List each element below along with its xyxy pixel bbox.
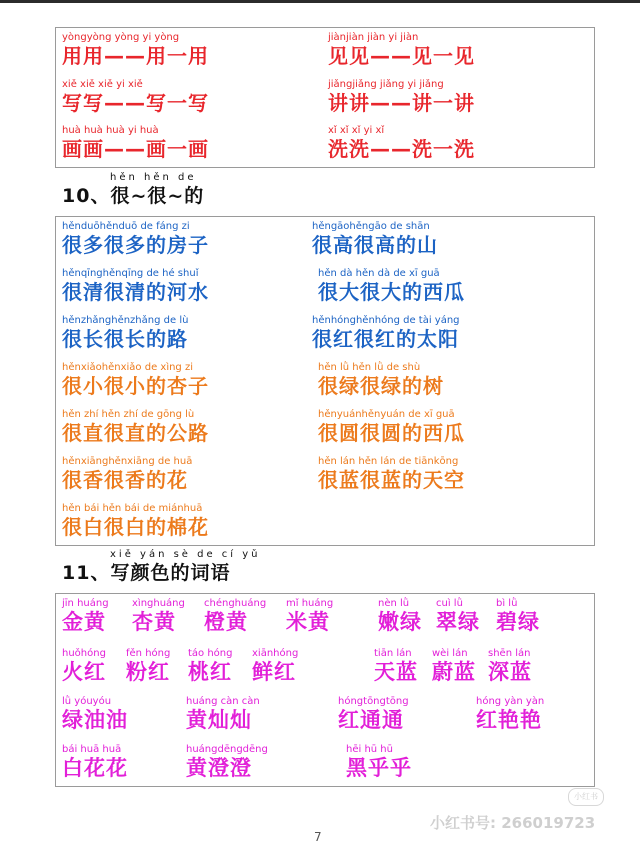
phrase-entry bbox=[318, 409, 465, 445]
pinyin: hóng yàn yàn bbox=[476, 696, 545, 707]
hanzi: 金黄 bbox=[62, 610, 106, 634]
pinyin: shēn lán bbox=[488, 648, 531, 659]
pinyin: táo hóng bbox=[188, 648, 233, 659]
hanzi: 粉红 bbox=[126, 660, 170, 684]
watermark-logo: 小红书 bbox=[568, 788, 604, 806]
hanzi: 很香很香的花 bbox=[62, 468, 188, 492]
hanzi: 很大很大的西瓜 bbox=[318, 280, 465, 304]
hanzi: 很圆很圆的西瓜 bbox=[318, 421, 465, 445]
color-word bbox=[186, 744, 268, 780]
phrase-entry bbox=[62, 362, 209, 398]
hanzi: 橙黄 bbox=[204, 610, 248, 634]
pinyin: hěnyuánhěnyuán de xī guā bbox=[318, 409, 455, 420]
phrase-entry bbox=[312, 315, 460, 351]
hanzi: 红艳艳 bbox=[476, 708, 542, 732]
hanzi: 很直很直的公路 bbox=[62, 421, 209, 445]
hanzi: 很长很长的路 bbox=[62, 327, 188, 351]
hanzi: 讲讲——讲一讲 bbox=[328, 91, 475, 115]
pinyin: hóngtōngtōng bbox=[338, 696, 409, 707]
pinyin: hěnzhǎnghěnzhǎng de lù bbox=[62, 315, 189, 326]
pinyin: xiānhóng bbox=[252, 648, 299, 659]
pinyin: bì lǜ bbox=[496, 598, 518, 609]
pinyin: bái huā huā bbox=[62, 744, 122, 755]
pinyin: jiǎngjiǎng jiǎng yi jiǎng bbox=[328, 79, 444, 90]
hanzi: 写写——写一写 bbox=[62, 91, 209, 115]
hanzi: 嫩绿 bbox=[378, 610, 422, 634]
pinyin: hěnxiānghěnxiāng de huā bbox=[62, 456, 193, 467]
pinyin: hěnhónghěnhóng de tài yáng bbox=[312, 315, 460, 326]
phrase-entry bbox=[62, 456, 192, 492]
phrase-entry bbox=[312, 221, 438, 257]
pinyin: nèn lǜ bbox=[378, 598, 410, 609]
color-word bbox=[62, 648, 106, 684]
hanzi: 很清很清的河水 bbox=[62, 280, 209, 304]
hanzi: 画画——画一画 bbox=[62, 137, 209, 161]
hanzi: 翠绿 bbox=[436, 610, 480, 634]
color-word bbox=[204, 598, 266, 634]
hanzi: 深蓝 bbox=[488, 660, 532, 684]
hanzi: 很红很红的太阳 bbox=[312, 327, 459, 351]
heading-title: 10、很~很~的 bbox=[62, 185, 205, 207]
phrase-entry bbox=[318, 456, 465, 492]
pinyin: hěngāohěngāo de shān bbox=[312, 221, 430, 232]
word-entry bbox=[328, 79, 475, 115]
hanzi: 很小很小的杏子 bbox=[62, 374, 209, 398]
color-word bbox=[496, 598, 540, 634]
hanzi: 很高很高的山 bbox=[312, 233, 438, 257]
word-entry bbox=[62, 79, 209, 115]
pinyin: hěn lǜ hěn lǜ de shù bbox=[318, 362, 421, 373]
phrase-entry bbox=[318, 268, 465, 304]
hanzi: 绿油油 bbox=[62, 708, 128, 732]
color-word bbox=[186, 696, 260, 732]
color-word bbox=[62, 598, 109, 634]
color-word bbox=[62, 696, 128, 732]
color-word bbox=[374, 648, 418, 684]
pinyin: huáng càn càn bbox=[186, 696, 260, 707]
color-word bbox=[286, 598, 333, 634]
reduplication-box bbox=[55, 27, 595, 168]
pinyin: huǒhóng bbox=[62, 648, 106, 659]
pinyin: xiě xiě xiě yi xiě bbox=[62, 79, 143, 90]
pinyin: huángdēngdēng bbox=[186, 744, 268, 755]
pinyin: hěn bái hěn bái de miánhuā bbox=[62, 503, 203, 514]
hanzi: 黑乎乎 bbox=[346, 756, 412, 780]
pinyin: hēi hū hū bbox=[346, 744, 393, 755]
color-word bbox=[378, 598, 422, 634]
hanzi: 很多很多的房子 bbox=[62, 233, 209, 257]
color-word bbox=[126, 648, 170, 684]
word-entry bbox=[328, 32, 475, 68]
phrase-entry bbox=[62, 315, 188, 351]
hanzi: 很绿很绿的树 bbox=[318, 374, 444, 398]
heading-pinyin: hěn hěn de bbox=[110, 172, 197, 183]
color-word bbox=[488, 648, 532, 684]
pinyin: hěnqīnghěnqīng de hé shuǐ bbox=[62, 268, 199, 279]
hanzi: 天蓝 bbox=[374, 660, 418, 684]
section-heading-10 bbox=[62, 172, 204, 208]
word-entry bbox=[62, 32, 209, 68]
pinyin: tiān lán bbox=[374, 648, 412, 659]
hanzi: 米黄 bbox=[286, 610, 330, 634]
heading-pinyin: xiě yán sè de cí yǔ bbox=[110, 549, 261, 560]
hanzi: 白花花 bbox=[62, 756, 128, 780]
hanzi: 碧绿 bbox=[496, 610, 540, 634]
pinyin: cuì lǜ bbox=[436, 598, 463, 609]
hen-phrases-box bbox=[55, 216, 595, 546]
pinyin: yòngyòng yòng yi yòng bbox=[62, 32, 180, 43]
phrase-entry bbox=[62, 268, 209, 304]
hanzi: 很白很白的棉花 bbox=[62, 515, 209, 539]
hanzi: 火红 bbox=[62, 660, 106, 684]
section-heading-11 bbox=[62, 549, 261, 585]
hanzi: 很蓝很蓝的天空 bbox=[318, 468, 465, 492]
hanzi: 桃红 bbox=[188, 660, 232, 684]
pinyin: jīn huáng bbox=[62, 598, 109, 609]
pinyin: hěn dà hěn dà de xī guā bbox=[318, 268, 440, 279]
color-word bbox=[338, 696, 409, 732]
phrase-entry bbox=[318, 362, 444, 398]
phrase-entry bbox=[62, 503, 209, 539]
page-number: 7 bbox=[314, 830, 322, 844]
pinyin: mǐ huáng bbox=[286, 598, 334, 609]
hanzi: 蔚蓝 bbox=[432, 660, 476, 684]
pinyin: wèi lán bbox=[432, 648, 468, 659]
hanzi: 洗洗——洗一洗 bbox=[328, 137, 475, 161]
pinyin: hěnxiǎohěnxiǎo de xìng zi bbox=[62, 362, 193, 373]
hanzi: 黄澄澄 bbox=[186, 756, 252, 780]
color-word bbox=[346, 744, 412, 780]
color-word bbox=[62, 744, 128, 780]
color-word bbox=[188, 648, 233, 684]
color-word bbox=[436, 598, 480, 634]
color-word bbox=[252, 648, 298, 684]
hanzi: 鲜红 bbox=[252, 660, 296, 684]
hanzi: 杏黄 bbox=[132, 610, 176, 634]
pinyin: huà huà huà yi huà bbox=[62, 125, 159, 136]
word-entry bbox=[328, 125, 475, 161]
top-rule bbox=[0, 0, 640, 3]
color-words-box bbox=[55, 593, 595, 787]
color-word bbox=[132, 598, 185, 634]
word-entry bbox=[62, 125, 209, 161]
pinyin: xìnghuáng bbox=[132, 598, 185, 609]
phrase-entry bbox=[62, 409, 209, 445]
color-word bbox=[476, 696, 544, 732]
phrase-entry bbox=[62, 221, 209, 257]
pinyin: chénghuáng bbox=[204, 598, 267, 609]
pinyin: jiànjiàn jiàn yi jiàn bbox=[328, 32, 419, 43]
pinyin: xǐ xǐ xǐ yi xǐ bbox=[328, 125, 385, 136]
pinyin: hěn zhí hěn zhí de gōng lù bbox=[62, 409, 195, 420]
hanzi: 红通通 bbox=[338, 708, 404, 732]
heading-title: 11、写颜色的词语 bbox=[62, 562, 231, 584]
pinyin: hěn lán hěn lán de tiānkōng bbox=[318, 456, 459, 467]
hanzi: 见见——见一见 bbox=[328, 44, 475, 68]
hanzi: 黄灿灿 bbox=[186, 708, 252, 732]
pinyin: hěnduōhěnduō de fáng zi bbox=[62, 221, 190, 232]
pinyin: lǜ yóuyóu bbox=[62, 696, 112, 707]
hanzi: 用用——用一用 bbox=[62, 44, 209, 68]
watermark-text: 小红书号: 266019723 bbox=[430, 814, 596, 832]
color-word bbox=[432, 648, 476, 684]
pinyin: fěn hóng bbox=[126, 648, 171, 659]
